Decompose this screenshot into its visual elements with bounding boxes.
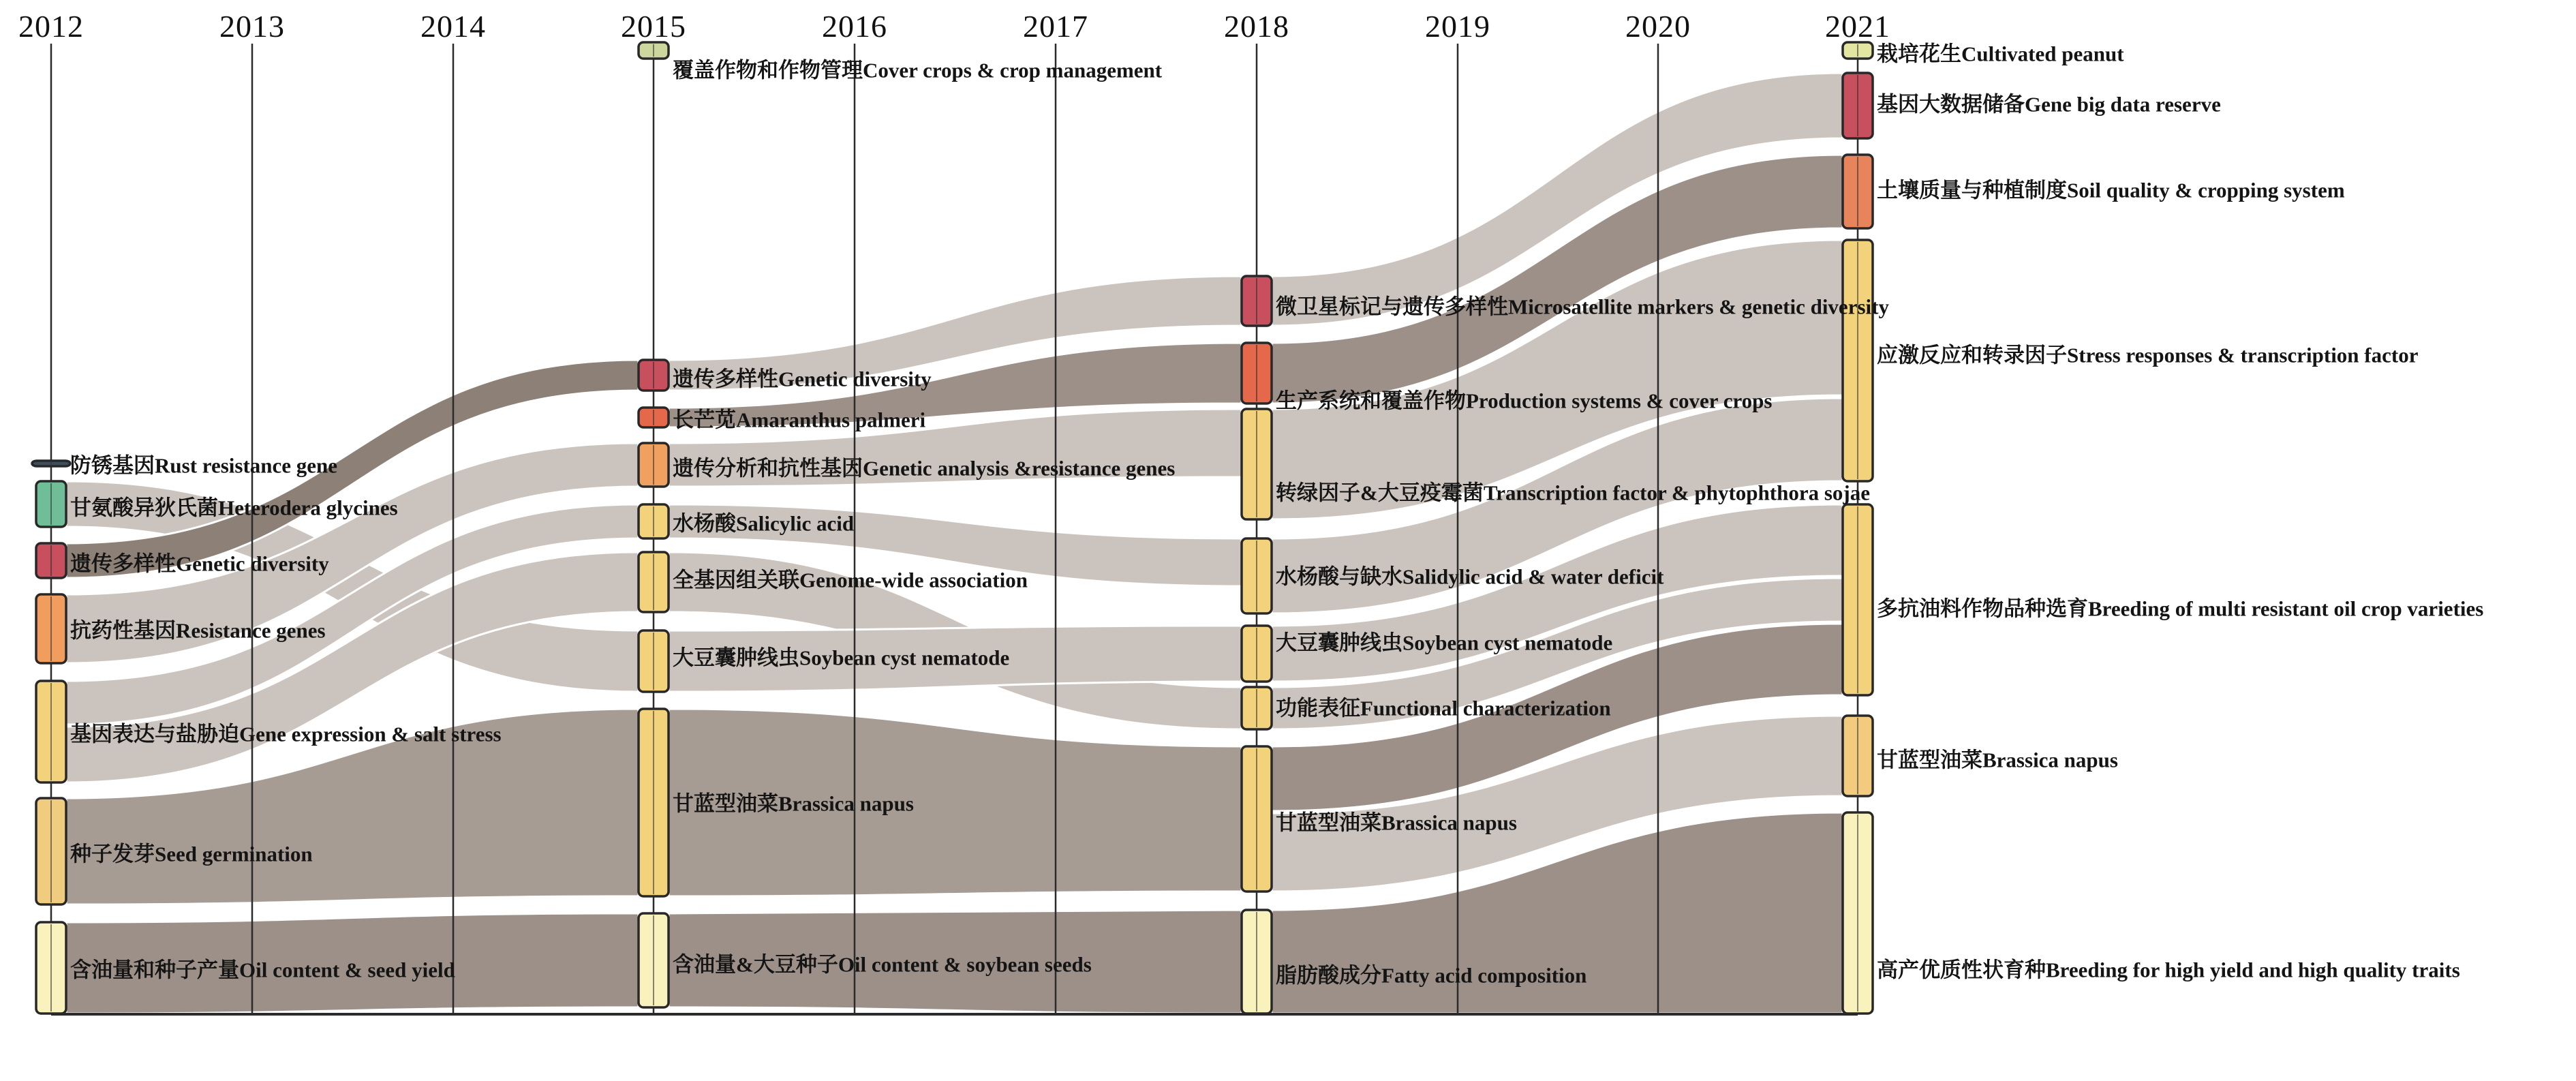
label-salicylic-acid: 水杨酸Salicylic acid [673,511,855,536]
label-scn-2015: 大豆囊肿线虫Soybean cyst nematode [673,645,1010,670]
label-salicylic-water: 水杨酸与缺水Salidylic acid & water deficit [1276,564,1664,589]
year-label-2021: 2021 [1825,9,1890,44]
label-multi-resistant: 多抗油料作物品种选育Breeding of multi resistant oil crop varieties [1877,596,2484,621]
label-rust-gene: 防锈基因Rust resistance gene [70,453,338,478]
year-label-2015: 2015 [621,9,686,44]
label-gene-big-data: 基因大数据储备Gene big data reserve [1877,92,2221,117]
year-label-2012: 2012 [18,9,84,44]
year-label-2019: 2019 [1425,9,1490,44]
year-label-2017: 2017 [1023,9,1088,44]
year-label-2018: 2018 [1224,9,1289,44]
label-fatty-acid: 脂肪酸成分Fatty acid composition [1276,963,1587,988]
label-cover-crops: 覆盖作物和作物管理Cover crops & crop management [673,58,1163,82]
label-brassica-2015: 甘蓝型油菜Brassica napus [673,791,914,816]
label-gene-expression-salt: 基因表达与盐胁迫Gene expression & salt stress [70,722,502,746]
label-seed-germination: 种子发芽Seed germination [70,842,313,866]
label-gwas: 全基因组关联Genome-wide association [673,568,1028,592]
label-brassica-2018: 甘蓝型油菜Brassica napus [1276,810,1517,835]
label-soil-quality: 土壤质量与种植制度Soil quality & cropping system [1877,178,2345,202]
label-genetic-analysis: 遗传分析和抗性基因Genetic analysis &resistance genes [673,456,1176,481]
label-oil-content-seed-yield: 含油量和种子产量Oil content & seed yield [70,958,455,982]
label-heterodera: 甘氨酸异狄氏菌Heterodera glycines [70,496,398,520]
label-genetic-diversity-2012: 遗传多样性Genetic diversity [70,551,329,576]
label-functional-characterization: 功能表征Functional characterization [1276,696,1611,720]
label-transcription-factor: 转绿因子&大豆疫霉菌Transcription factor & phytophthora sojae [1276,481,1870,505]
label-amaranthus: 长芒苋Amaranthus palmeri [673,408,926,432]
year-label-2016: 2016 [822,9,887,44]
year-label-2020: 2020 [1625,9,1691,44]
label-genetic-diversity-2015: 遗传多样性Genetic diversity [673,367,932,391]
label-scn-2018: 大豆囊肿线虫Soybean cyst nematode [1276,630,1613,655]
label-production-systems: 生产系统和覆盖作物Production systems & cover crops [1276,389,1773,413]
label-stress-responses: 应激反应和转录因子Stress responses & transcription factor [1877,343,2419,367]
year-label-2014: 2014 [420,9,486,44]
label-high-yield: 高产优质性状育种Breeding for high yield and high quality traits [1877,958,2460,982]
label-brassica-2021: 甘蓝型油菜Brassica napus [1877,748,2118,772]
label-oil-soybean: 含油量&大豆种子Oil content & soybean seeds [673,952,1092,977]
label-peanut: 栽培花生Cultivated peanut [1877,42,2124,66]
label-microsatellite: 微卫星标记与遗传多样性Microsatellite markers & genetic diversity [1276,294,1889,319]
year-label-2013: 2013 [219,9,285,44]
label-resistance-genes: 抗药性基因Resistance genes [70,618,326,643]
